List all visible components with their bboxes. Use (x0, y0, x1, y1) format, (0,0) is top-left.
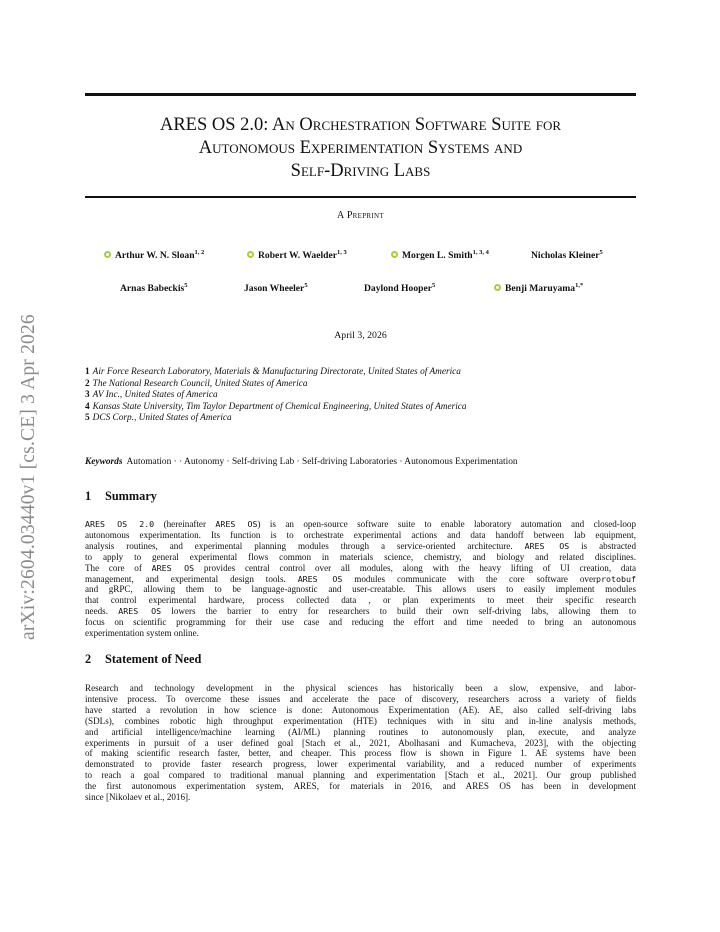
author (364, 282, 435, 294)
affiliation-number: 3 (85, 390, 90, 401)
affiliation-text: Air Force Research Laboratory, Materials & Manufacturing Directorate, United States of America (92, 367, 461, 377)
keywords (85, 457, 645, 467)
text-line: to reach a goal compared to traditional manual planning and experimentation [Stach et al., 2021]. Our group published (85, 770, 636, 781)
text-line: focus on scientific programming for their use case and reducing the effort and time needed to bring an autonomous (85, 617, 636, 628)
author-affiliation-marker: 1, 2 (194, 249, 205, 256)
affiliation (85, 390, 645, 402)
author (244, 282, 308, 294)
author-name: Jason Wheeler (244, 283, 305, 295)
author-name: Daylond Hooper (364, 283, 432, 295)
affiliations-list (85, 367, 645, 425)
text-line: management, and experimental design tools. ARES OS modules communicate with the core software overprotobuf (85, 573, 636, 584)
orcid-icon[interactable] (494, 284, 501, 291)
author (104, 249, 204, 261)
title-line: Self-Driving Labs (290, 161, 431, 181)
affiliation (85, 379, 645, 391)
author-name: Arnas Babeckis (120, 283, 185, 295)
text-line: and gRPC, allowing them to be language-agnostic and user-creatable. This allows users to easily implement modules (85, 584, 636, 595)
author (391, 249, 489, 261)
keywords-label: Keywords (85, 457, 123, 467)
orcid-icon[interactable] (391, 251, 398, 258)
affiliation-number: 2 (85, 378, 90, 389)
text-line: and artificial intelligence/machine learning (AI/ML) planning routines to autonomously plan, execute, and analyze (85, 726, 636, 737)
text-line: autonomous experimentation. Its function is to orchestrate experimental actions and data handoff between lab equipment, (85, 529, 636, 540)
text-line: Research and technology development in the physical sciences has historically been a slow, expensive, and labor- (85, 683, 636, 693)
keywords-text: Automation · · Autonomy · Self-driving Lab · Self-driving Laboratories · Autonomous Experimentation (126, 457, 518, 467)
affiliation-text: The National Research Council, United States of America (92, 378, 308, 389)
author-affiliation-marker: 1,* (575, 282, 584, 289)
text-line: (SDLs), combines robotic high throughput experimentation (HTE) techniques with in situ and in-line analysis methods, (85, 715, 636, 726)
author-name: Robert W. Waelder (258, 250, 337, 262)
affiliation-number: 4 (85, 401, 90, 412)
author-affiliation-marker: 5 (431, 282, 436, 289)
text-line: experiments in pursuit of a user defined goal [Stach et al., 2021, Abolhasani and Kumacheva, 2023], with the objecting (85, 737, 636, 748)
title-line: ARES OS 2.0: An Orchestration Software Suite for (159, 115, 562, 135)
orcid-icon[interactable] (247, 251, 254, 258)
author-affiliation-marker: 5 (184, 282, 188, 289)
text-line: intensive process. To overcome these issues and accelerate the pace of discovery, researchers across a variety of fields (85, 693, 636, 704)
affiliation-text: AV Inc., United States of America (92, 390, 218, 401)
title-line: Autonomous Experimentation Systems and (198, 138, 523, 158)
author-affiliation-marker: 5 (304, 282, 308, 289)
affiliation (85, 367, 645, 379)
section-heading-statement-of-need (85, 652, 201, 667)
author-name: Nicholas Kleiner (531, 250, 600, 262)
arxiv-identifier: arXiv:2604.03440v1 [cs.CE] 3 Apr 2026 (18, 314, 39, 640)
affiliation (85, 402, 645, 414)
author-affiliation-marker: 1, 3 (336, 249, 347, 256)
author-name: Morgen L. Smith (402, 250, 473, 262)
author (247, 249, 347, 261)
text-line: analysis routines, and experimental planning modules through a service-oriented architecture. ARES OS is abstracted (85, 540, 637, 551)
author-affiliation-marker: 5 (599, 249, 603, 256)
affiliation (85, 413, 645, 425)
text-line: since [Nikolaev et al., 2016]. (85, 792, 191, 803)
text-line: to apply to general experimental flows common in materials science, chemistry, and biology and related disciplines. (85, 551, 636, 562)
preprint-label: A Preprint (337, 210, 384, 221)
author-affiliation-marker: 1, 3, 4 (472, 249, 489, 256)
text-line: experimentation system online. (85, 628, 199, 639)
text-line: needs. ARES OS lowers the barrier to entry for researchers to build their own self-driving labs, allowing them to (85, 606, 636, 617)
text-line: ARES OS 2.0 (hereinafter ARES OS) is an open-source software suite to enable laboratory automation and closed-loop (85, 519, 637, 529)
author-name: Arthur W. N. Sloan (115, 250, 195, 262)
title-rule-top (85, 93, 636, 96)
author-name: Benji Maruyama (505, 283, 576, 295)
author (494, 282, 583, 294)
text-line: have started a revolution in how science is done: Autonomous Experimentation (AE). AE, also called self-driving labs (85, 704, 636, 715)
title-rule-bottom (85, 196, 636, 198)
paper-title (85, 114, 636, 183)
section-title: Summary (105, 489, 157, 503)
affiliation-text: DCS Corp., United States of America (92, 413, 232, 424)
summary-paragraph (85, 519, 636, 639)
orcid-icon[interactable] (104, 251, 111, 258)
text-line: the first autonomous experimentation system, ARES, for materials in 2016, and ARES OS has been in development (85, 781, 636, 792)
text-line: The core of ARES OS provides central control over all modules, along with the heavy lifting of UI creation, data (85, 562, 637, 573)
section-heading-summary (85, 489, 157, 504)
text-line: that control experimental hardware, process collected data , or plan experiments to meet their specific research (85, 595, 636, 606)
affiliation-number: 1 (85, 367, 90, 377)
text-line: demonstrated to provide faster research progress, lower experimental variability, and a reduced number of experiments (85, 759, 636, 770)
text-line: of making scientific research faster, better, and cheaper. This process flow is shown in Figure 1. AE systems have been (85, 748, 636, 759)
author (531, 249, 603, 261)
section-title: Statement of Need (105, 652, 202, 666)
section-number: 1 (85, 489, 92, 503)
affiliation-text: Kansas State University, Tim Taylor Department of Chemical Engineering, United States of America (92, 401, 467, 412)
statement-of-need-paragraph (85, 683, 636, 803)
author (120, 282, 187, 294)
affiliation-number: 5 (85, 413, 90, 424)
section-number: 2 (85, 652, 92, 666)
publication-date: April 3, 2026 (334, 330, 387, 341)
